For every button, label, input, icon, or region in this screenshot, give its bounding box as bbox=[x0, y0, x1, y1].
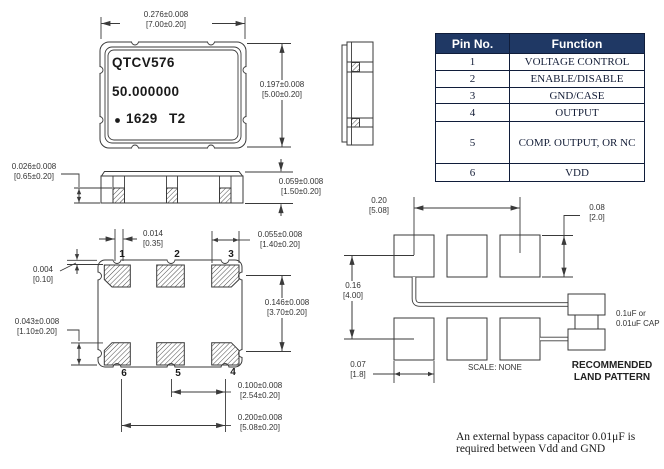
land-pattern-title: RECOMMENDED LAND PATTERN bbox=[571, 360, 653, 383]
dim-pad-notch: 0.014 [0.35] bbox=[137, 229, 169, 249]
pin1-dot-marker bbox=[115, 118, 120, 123]
pin-function-table bbox=[435, 33, 645, 182]
dim-edge-clearance: 0.004 [0.10] bbox=[27, 265, 59, 285]
dim-pad-standoff: 0.026±0.008 [0.65±0.20] bbox=[8, 162, 60, 182]
pin-table-header-row bbox=[436, 34, 645, 54]
pad-1 bbox=[104, 265, 130, 287]
dim-overall-height: 0.059±0.008 [1.50±0.20] bbox=[268, 177, 334, 197]
lp-dim-pad-height: 0.08 [2.0] bbox=[581, 203, 613, 223]
pin-row-3: 3 GND/CASE bbox=[436, 88, 645, 104]
dim-pad-span: 0.200±0.008 [5.08±0.20] bbox=[232, 413, 288, 433]
marking-lot-code: T2 bbox=[169, 111, 186, 126]
dim-pad-row-span: 0.146±0.008 [3.70±0.20] bbox=[256, 298, 318, 318]
dim-corner-pad-width: 0.055±0.008 [1.40±0.20] bbox=[250, 230, 310, 250]
pin-row-6: 6 VDD bbox=[436, 164, 645, 182]
pad-number-2: 2 bbox=[174, 249, 180, 260]
dim-body-width: 0.276±0.008 [7.00±0.20] bbox=[120, 10, 212, 30]
pad-5 bbox=[157, 343, 185, 365]
pad-number-1: 1 bbox=[119, 249, 125, 260]
bypass-capacitor-note: An external bypass capacitor 0.01μF is required between Vdd and GND bbox=[456, 431, 636, 455]
pad-number-3: 3 bbox=[228, 249, 234, 260]
pad-2 bbox=[157, 265, 185, 287]
pin-row-2: 2 ENABLE/DISABLE bbox=[436, 71, 645, 88]
pad-4 bbox=[212, 343, 239, 365]
end-view-outline bbox=[342, 42, 373, 145]
marking-model: QTCV576 bbox=[112, 55, 175, 70]
marking-date-code: 1629 bbox=[126, 111, 158, 126]
pin-row-1: 1 VOLTAGE CONTROL bbox=[436, 54, 645, 71]
pad-6 bbox=[104, 343, 130, 365]
pad-number-6: 6 bbox=[121, 368, 127, 379]
lp-dim-horizontal-span: 0.20 [5.08] bbox=[362, 196, 396, 216]
dim-pad-pitch: 0.100±0.008 [2.54±0.20] bbox=[232, 381, 288, 401]
pad-number-5: 5 bbox=[175, 368, 181, 379]
scale-note: SCALE: NONE bbox=[468, 363, 522, 372]
bypass-capacitor-symbol bbox=[568, 294, 605, 350]
dim-body-height: 0.197±0.008 [5.00±0.20] bbox=[251, 80, 313, 100]
marking-frequency: 50.000000 bbox=[112, 84, 180, 99]
capacitor-value-label: 0.1uF or 0.01uF CAP bbox=[616, 309, 660, 328]
lp-dim-vertical-span: 0.16 [4.00] bbox=[337, 281, 369, 301]
pad-number-4: 4 bbox=[230, 367, 236, 378]
pin-table-header-function: Function bbox=[510, 34, 645, 54]
pin-row-4: 4 OUTPUT bbox=[436, 104, 645, 122]
side-view-outline bbox=[101, 172, 243, 204]
pin-row-5: 5 COMP. OUTPUT, OR NC bbox=[436, 122, 645, 164]
dim-pad-height: 0.043±0.008 [1.10±0.20] bbox=[7, 317, 67, 337]
lp-dim-pad-width: 0.07 [1.8] bbox=[343, 360, 373, 380]
pad-3 bbox=[212, 265, 239, 287]
bypass-capacitor-traces bbox=[414, 277, 569, 339]
bottom-view-outline bbox=[98, 260, 243, 368]
pin-table-header-pin: Pin No. bbox=[436, 34, 510, 54]
